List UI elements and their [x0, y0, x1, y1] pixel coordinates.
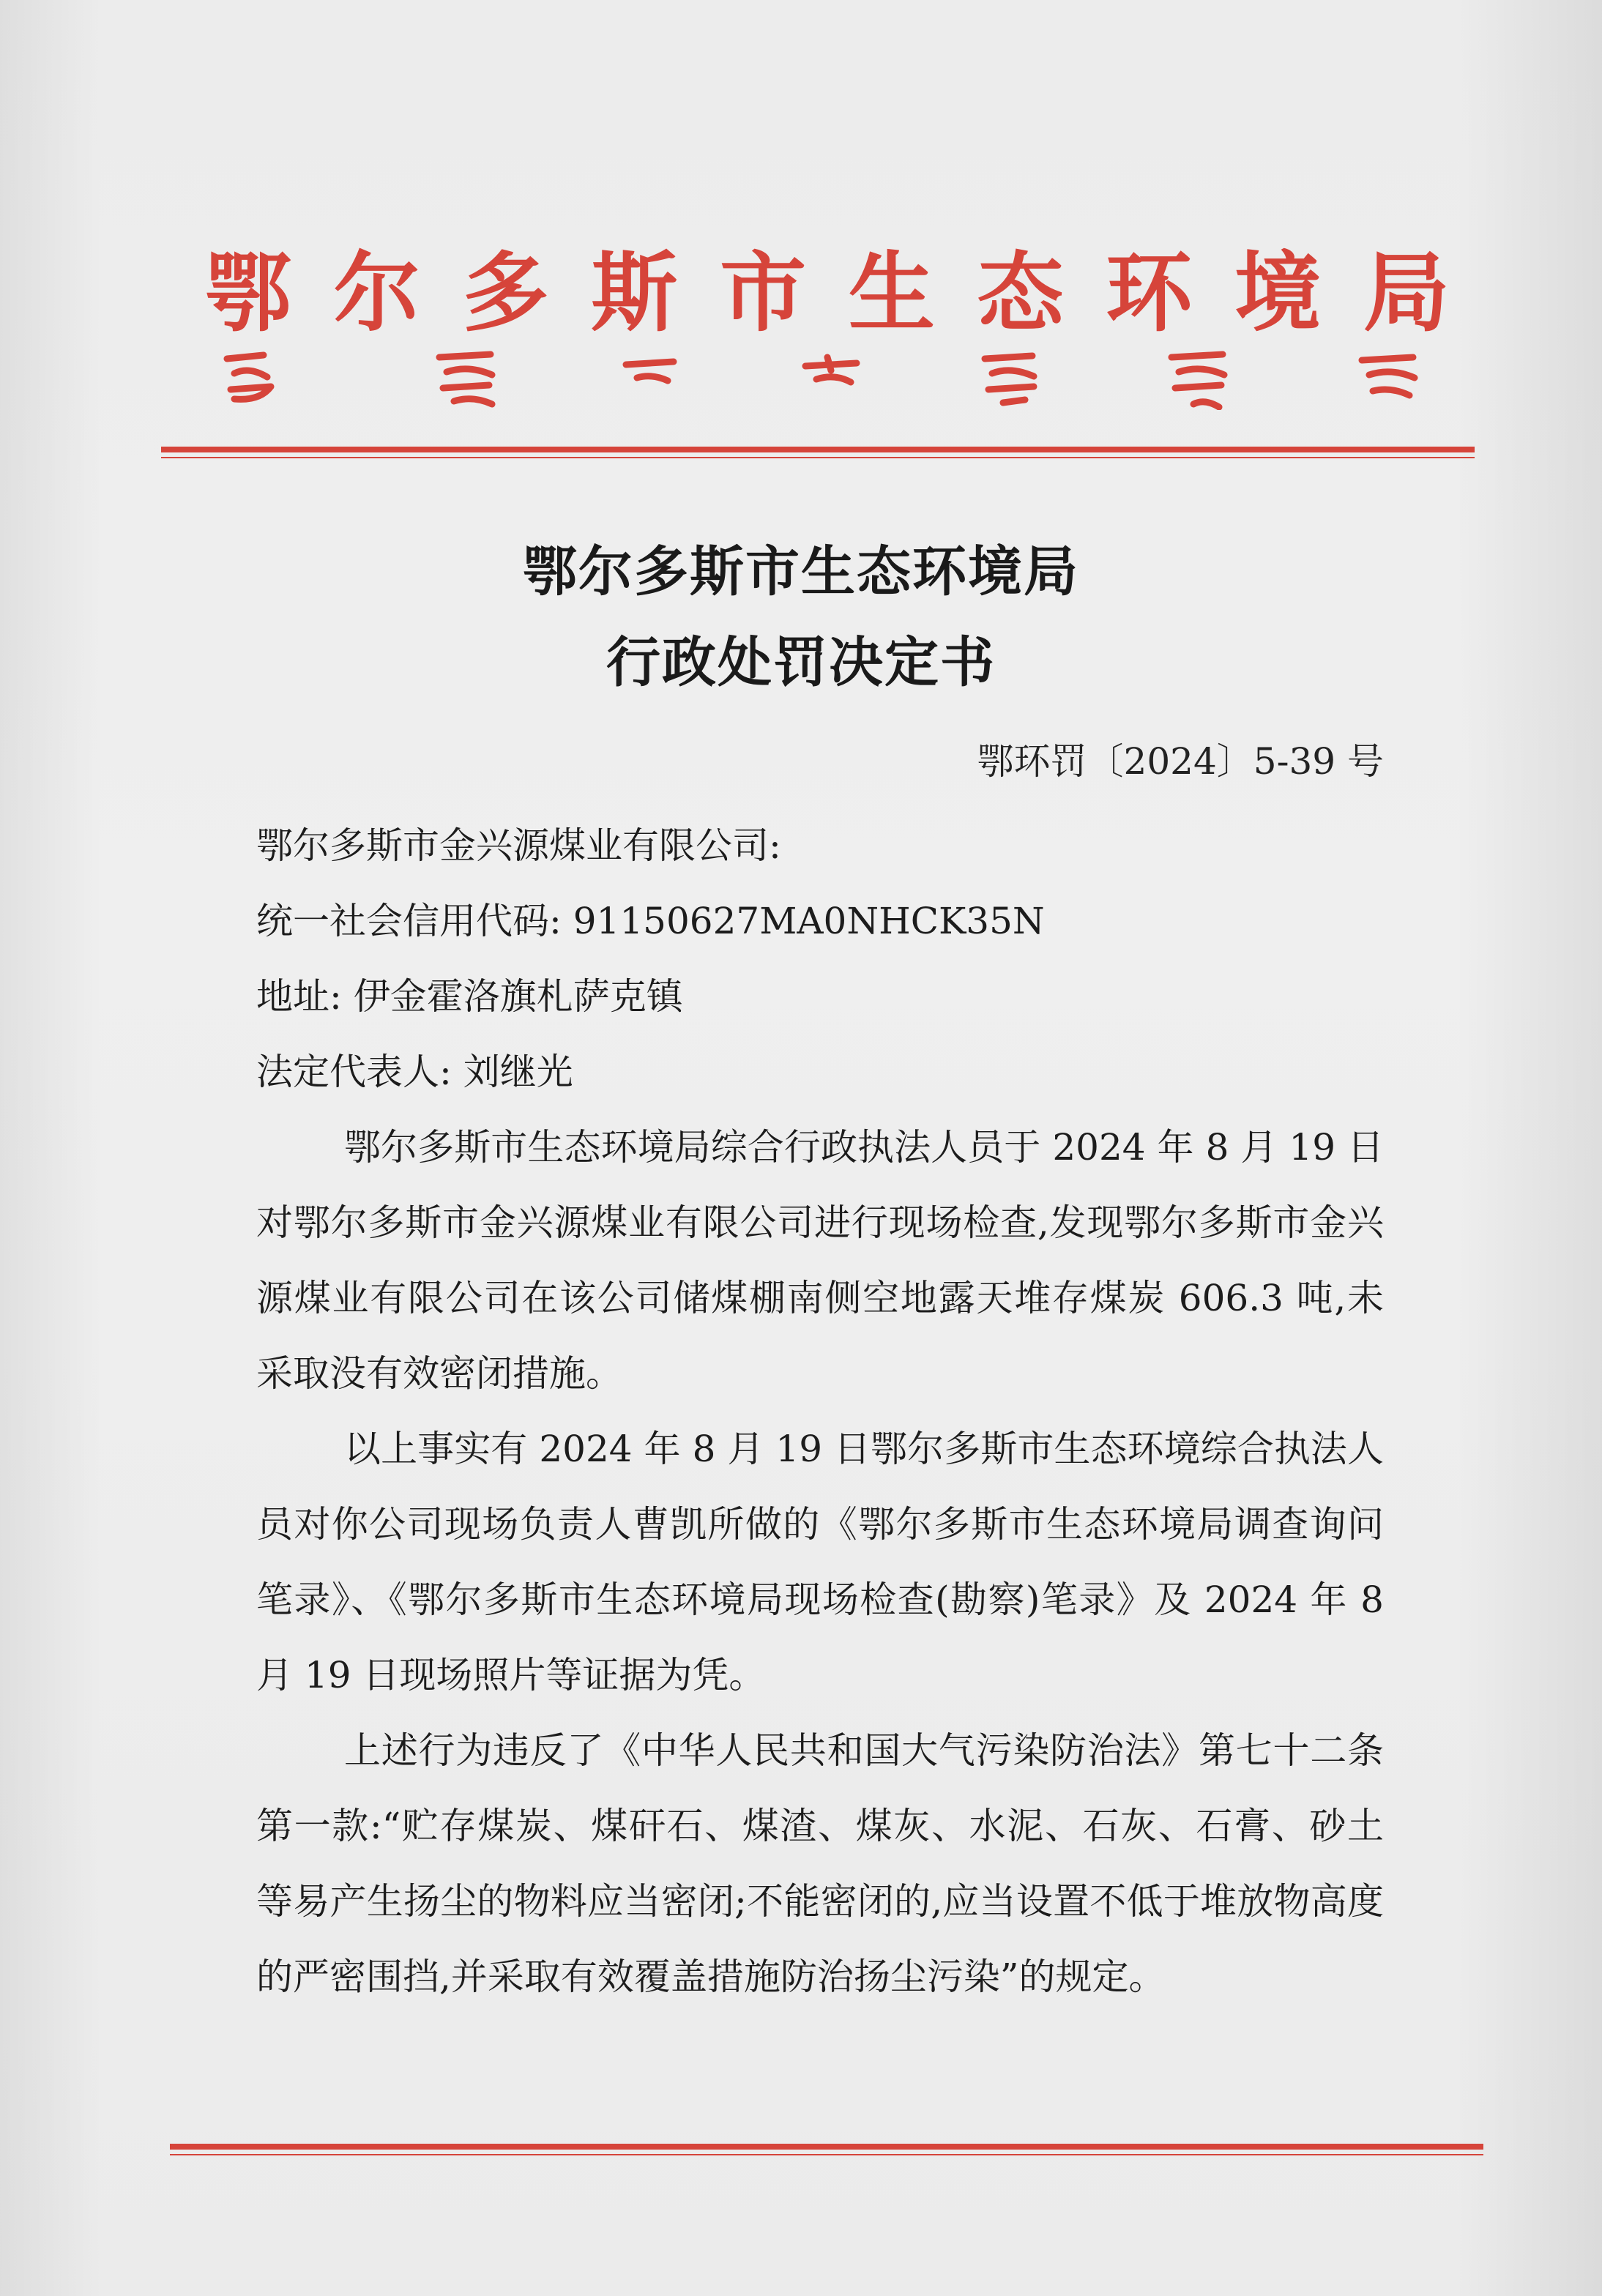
footer-divider	[170, 2144, 1483, 2150]
credit-code: 统一社会信用代码: 91150627MA0NHCK35N	[256, 900, 1045, 942]
document-body	[256, 808, 1384, 2015]
header-divider	[161, 447, 1475, 452]
header-divider-thin	[161, 457, 1475, 458]
letterhead-char: 态	[977, 242, 1064, 343]
footer-divider-thin	[170, 2154, 1483, 2155]
paragraph-violation: 上述行为违反了《中华人民共和国大气污染防治法》第七十二条第一款:“贮存煤炭、煤矸石、煤渣、煤灰、水泥、石灰、石膏、砂土等易产生扬尘的物料应当密闭;不能密闭的,应当设置不低于堆放物高度的严密围挡,并采取有效覆盖措施防治扬尘污染”的规定。	[256, 1729, 1384, 1998]
letterhead-char: 鄂	[205, 242, 292, 343]
document-title-line1: 鄂尔多斯市生态环境局	[523, 540, 1079, 603]
letterhead-title	[205, 242, 1450, 344]
letterhead-char: 局	[1363, 242, 1450, 343]
legal-representative: 法定代表人: 刘继光	[256, 1051, 573, 1093]
letterhead-char: 多	[462, 242, 549, 343]
letterhead-char: 环	[1106, 242, 1193, 343]
party-name: 鄂尔多斯市金兴源煤业有限公司:	[256, 824, 781, 867]
mongolian-script-icon	[220, 344, 1435, 410]
letterhead-char: 生	[848, 242, 935, 343]
paragraph-inspection: 鄂尔多斯市生态环境局综合行政执法人员于 2024 年 8 月 19 日对鄂尔多斯市金兴源煤业有限公司进行现场检查,发现鄂尔多斯市金兴源煤业有限公司在该公司储煤棚南侧空地露天堆存煤炭 606.3 吨,未采取没有效密闭措施。	[256, 1126, 1384, 1395]
letterhead-char: 尔	[333, 242, 420, 343]
letterhead-char: 市	[720, 242, 807, 343]
party-address: 地址: 伊金霍洛旗札萨克镇	[256, 975, 683, 1018]
paragraph-evidence: 以上事实有 2024 年 8 月 19 日鄂尔多斯市生态环境综合执法人员对你公司现场负责人曹凯所做的《鄂尔多斯市生态环境局调查询问笔录》、《鄂尔多斯市生态环境局现场检查(勘察)笔录》及 2024 年 8 月 19 日现场照片等证据为凭。	[256, 1428, 1384, 1696]
document-title-line2: 行政处罚决定书	[606, 631, 996, 694]
mongolian-script-logo	[220, 344, 1435, 410]
document-number: 鄂环罚〔2024〕5-39 号	[977, 740, 1384, 783]
letterhead-char: 斯	[591, 242, 678, 343]
letterhead-char: 境	[1234, 242, 1322, 343]
